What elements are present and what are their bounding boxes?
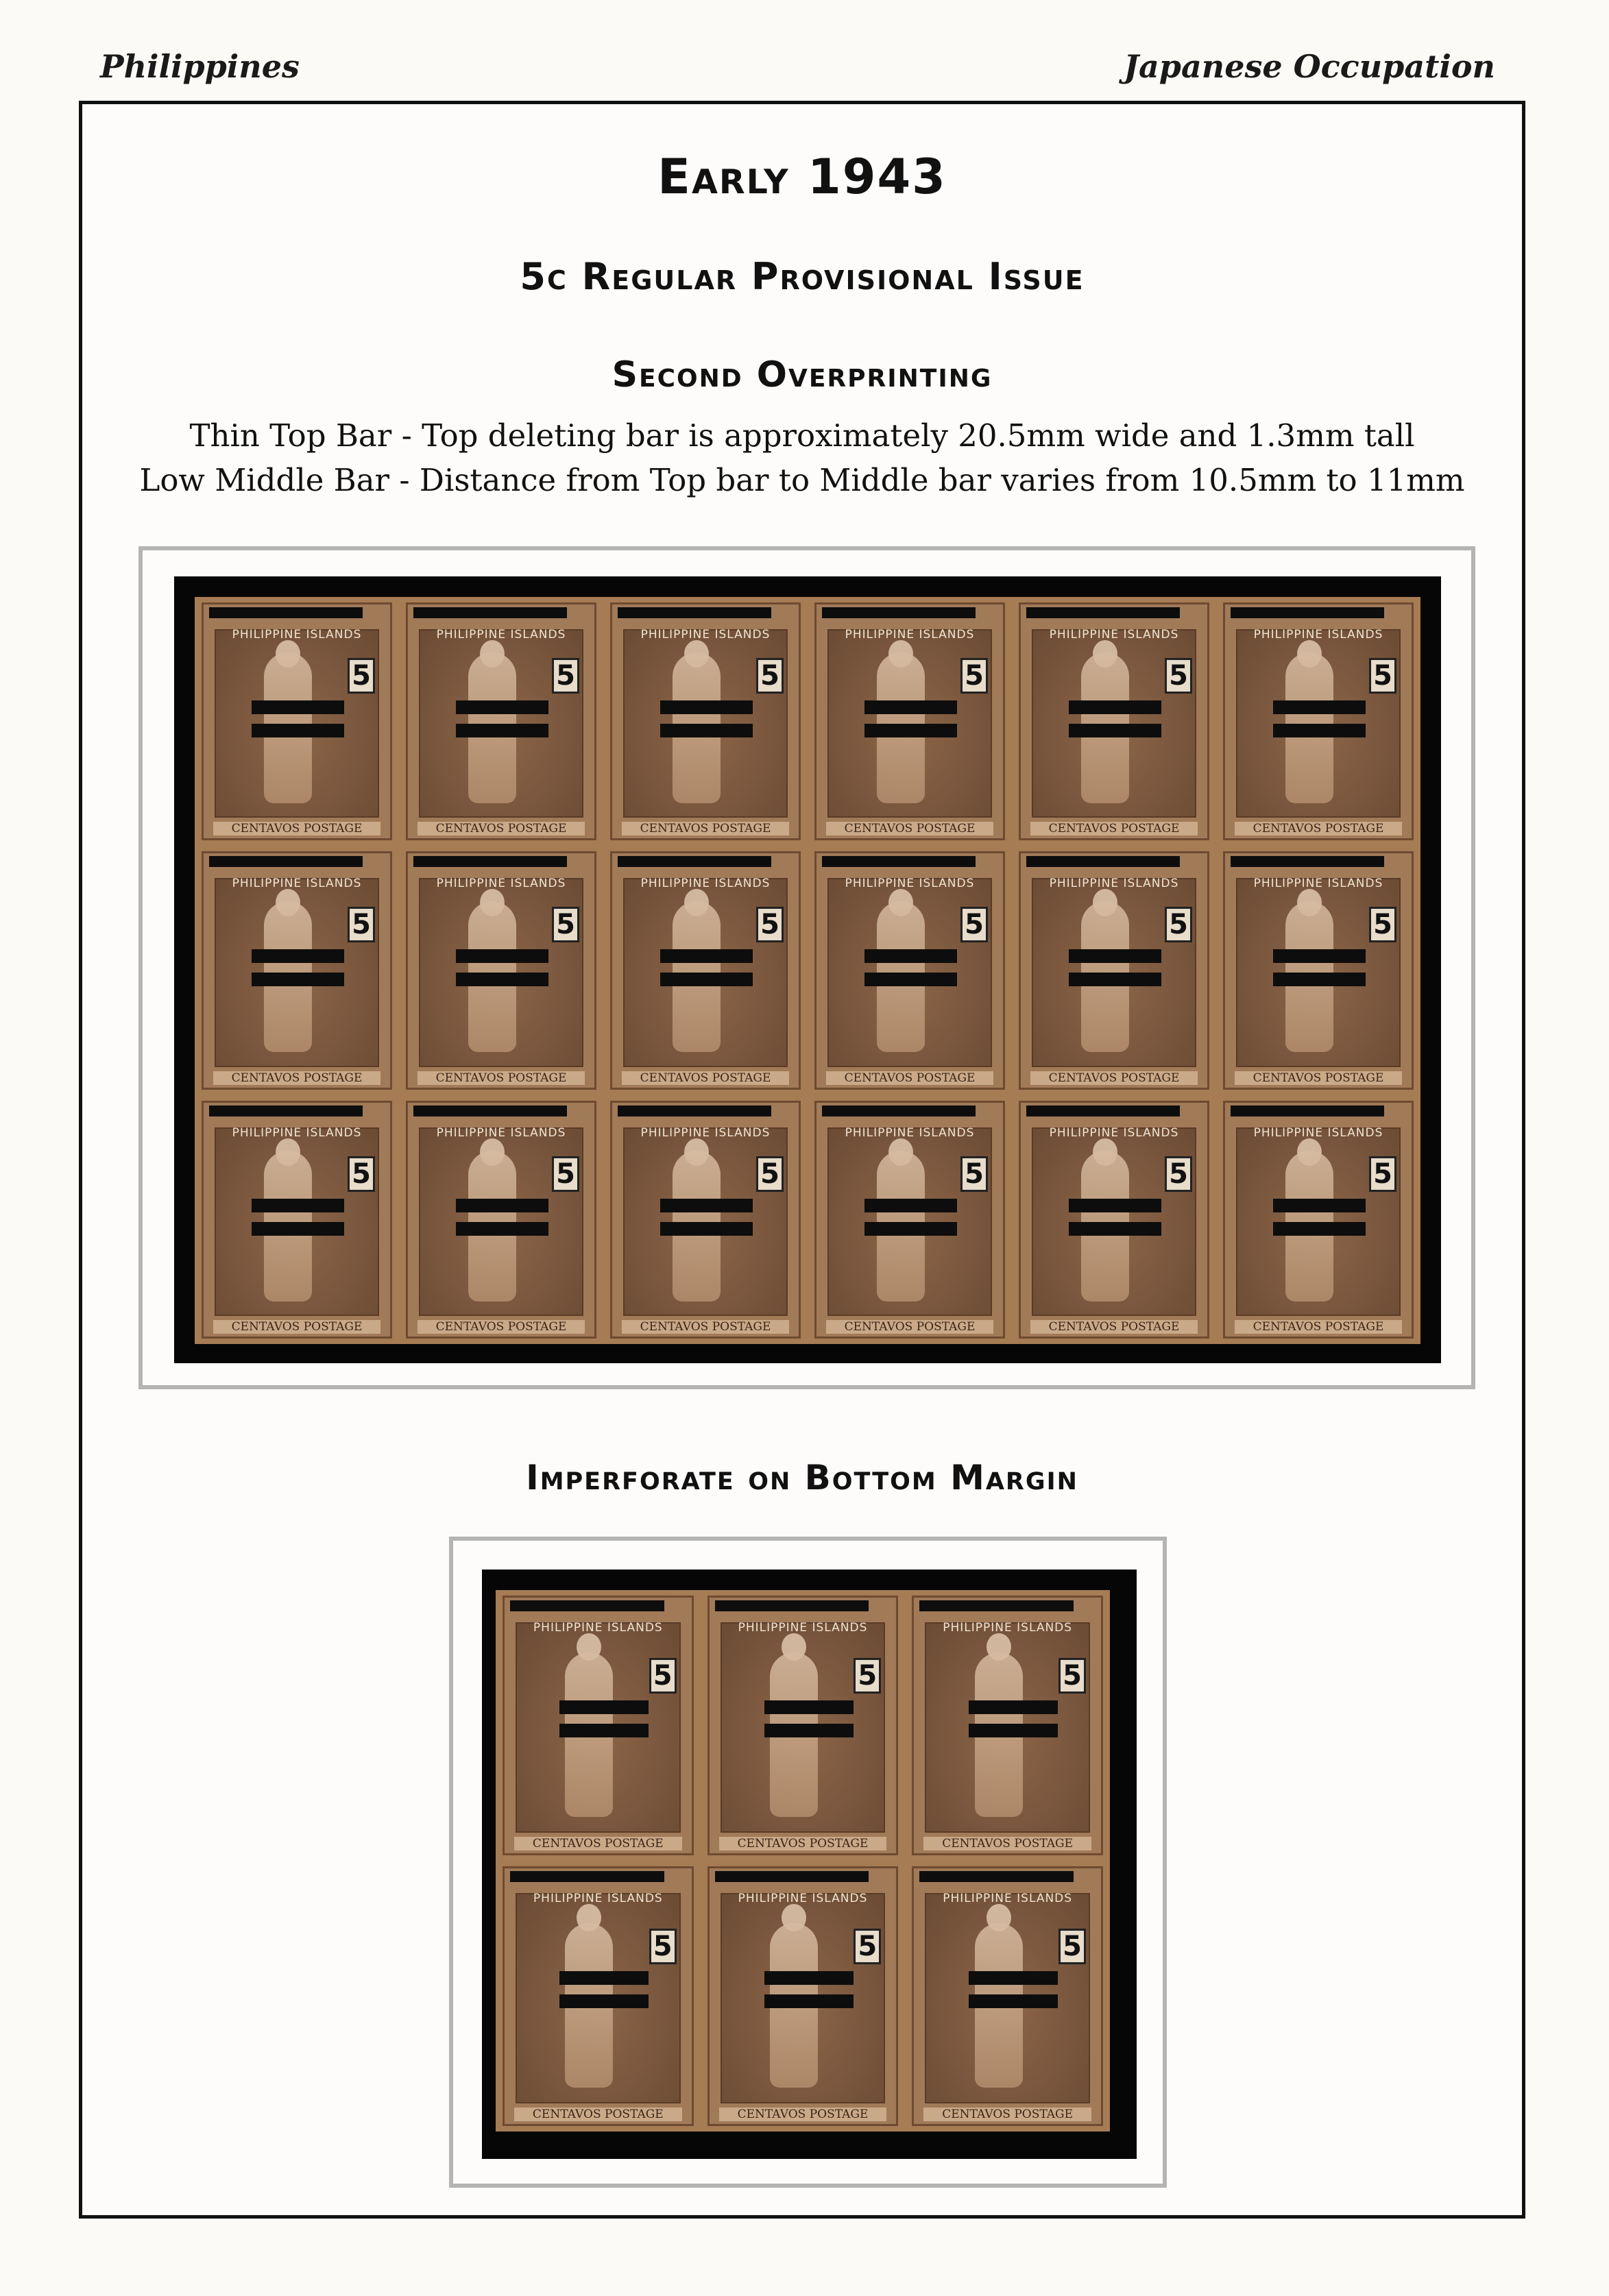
overprint-top-bar: [510, 1871, 664, 1882]
overprint-top-bar: [1026, 607, 1180, 618]
overprint-middle-bar: [1273, 949, 1366, 963]
stamp: [912, 1596, 1103, 1855]
overprint-middle-bar: [252, 1199, 344, 1212]
overprint-middle-bar: [764, 1971, 854, 1985]
stamp-perforation: [1229, 1088, 1407, 1090]
overprint-top-bar: [919, 1871, 1074, 1882]
overprint-lower-bar: [1069, 973, 1161, 986]
stamp-country-label: PHILIPPINE ISLANDS: [436, 877, 566, 891]
overprint-middle-bar: [252, 700, 344, 714]
overprint-lower-bar: [1069, 1222, 1161, 1236]
overprint-middle-bar: [252, 949, 344, 963]
stamp-value: 5: [756, 658, 784, 694]
stamp-block-18-mount: [138, 546, 1475, 1389]
stamp-perforation: [509, 1854, 688, 1855]
overprint-top-bar: [1026, 1106, 1180, 1116]
stamp-value: 5: [756, 1156, 784, 1192]
stamp-mount-black: [482, 1570, 1137, 2159]
overprint-lower-bar: [864, 973, 957, 986]
stamp: [1223, 851, 1414, 1089]
stamp-country-label: PHILIPPINE ISLANDS: [533, 1892, 663, 1905]
stamp-perforation: [1229, 1337, 1407, 1339]
overprint-middle-bar: [1273, 700, 1366, 714]
overprint-lower-bar: [660, 1222, 753, 1236]
stamp-caption: CENTAVOS POSTAGE: [923, 2108, 1091, 2121]
overprint-lower-bar: [1273, 724, 1366, 737]
stamp-caption: CENTAVOS POSTAGE: [514, 2108, 682, 2121]
overprint-lower-bar: [456, 1222, 548, 1236]
overprint-top-bar: [1026, 856, 1180, 867]
overprint-top-bar: [510, 1600, 664, 1611]
stamp-country-label: PHILIPPINE ISLANDS: [436, 1125, 566, 1140]
stamp-caption: CENTAVOS POSTAGE: [622, 1320, 789, 1334]
stamp-caption: CENTAVOS POSTAGE: [1235, 1320, 1402, 1334]
stamp: [814, 602, 1005, 840]
stamp-value: 5: [854, 1929, 881, 1964]
overprint-middle-bar: [660, 949, 753, 963]
stamp: [202, 851, 392, 1089]
stamp-country-label: PHILIPPINE ISLANDS: [1253, 628, 1383, 642]
stamp-country-label: PHILIPPINE ISLANDS: [943, 1621, 1073, 1635]
page-title: Early 1943: [657, 149, 947, 205]
overprint-lower-bar: [1273, 973, 1366, 986]
stamp-country-label: PHILIPPINE ISLANDS: [232, 628, 362, 642]
stamp-value: 5: [1369, 907, 1396, 942]
stamp-value: 5: [1058, 1929, 1086, 1964]
stamp-block-6-mount: [449, 1537, 1167, 2188]
stamp-value: 5: [854, 1658, 881, 1694]
stamp-country-label: PHILIPPINE ISLANDS: [1253, 877, 1383, 891]
overprint-top-bar: [1231, 607, 1384, 618]
stamp-caption: CENTAVOS POSTAGE: [622, 1071, 789, 1085]
stamp-value: 5: [1165, 907, 1192, 942]
overprint-top-bar: [209, 607, 363, 618]
section-heading-imperforate: Imperforate on Bottom Margin: [526, 1458, 1078, 1498]
stamp-country-label: PHILIPPINE ISLANDS: [1253, 1125, 1383, 1140]
stamp-value: 5: [960, 1156, 988, 1192]
stamp-country-label: PHILIPPINE ISLANDS: [232, 1125, 362, 1140]
description-line-2: Low Middle Bar - Distance from Top bar to Middle bar varies from 10.5mm to 11mm: [139, 462, 1465, 498]
stamp-perforation: [616, 1337, 795, 1339]
stamp-perforation: [509, 2125, 688, 2126]
stamp: [1019, 1101, 1209, 1339]
stamp-country-label: PHILIPPINE ISLANDS: [1049, 628, 1179, 642]
overprint-middle-bar: [864, 1199, 957, 1212]
overprint-top-bar: [413, 1106, 567, 1116]
overprint-middle-bar: [1069, 1199, 1161, 1212]
overprint-middle-bar: [660, 700, 753, 714]
stamp-caption: CENTAVOS POSTAGE: [719, 1837, 887, 1851]
overprint-middle-bar: [1069, 949, 1161, 963]
stamp: [503, 1596, 694, 1855]
overprint-top-bar: [919, 1600, 1074, 1611]
overprint-lower-bar: [864, 724, 957, 737]
stamp-country-label: PHILIPPINE ISLANDS: [943, 1892, 1073, 1905]
stamp-country-label: PHILIPPINE ISLANDS: [640, 628, 771, 642]
stamp-country-label: PHILIPPINE ISLANDS: [738, 1892, 868, 1905]
overprint-top-bar: [618, 856, 771, 867]
overprint-lower-bar: [764, 1724, 854, 1737]
stamp: [912, 1866, 1103, 2126]
overprint-middle-bar: [764, 1700, 854, 1714]
stamp-country-label: PHILIPPINE ISLANDS: [845, 628, 975, 642]
stamp-perforation: [412, 1337, 590, 1339]
stamp-caption: CENTAVOS POSTAGE: [1235, 822, 1402, 835]
overprint-lower-bar: [559, 1724, 649, 1737]
stamp-country-label: PHILIPPINE ISLANDS: [436, 628, 566, 642]
stamp-value: 5: [1165, 658, 1192, 694]
page-subtitle: 5c Regular Provisional Issue: [520, 255, 1085, 298]
stamp-perforation: [1025, 1088, 1203, 1090]
stamp-perforation: [714, 1854, 893, 1855]
stamp: [1019, 602, 1209, 840]
stamp-value: 5: [649, 1929, 677, 1964]
stamp-caption: CENTAVOS POSTAGE: [719, 2108, 887, 2121]
overprint-middle-bar: [456, 700, 548, 714]
stamp: [406, 851, 596, 1089]
stamp-perforation: [412, 839, 590, 840]
stamp-country-label: PHILIPPINE ISLANDS: [640, 1125, 771, 1140]
stamp-perforation: [714, 2125, 893, 2126]
stamp-caption: CENTAVOS POSTAGE: [213, 822, 380, 835]
overprint-top-bar: [413, 607, 567, 618]
stamp-caption: CENTAVOS POSTAGE: [622, 822, 789, 835]
stamp-caption: CENTAVOS POSTAGE: [418, 1071, 585, 1085]
overprint-top-bar: [715, 1871, 869, 1882]
stamp: [406, 602, 596, 840]
stamp-caption: CENTAVOS POSTAGE: [418, 1320, 585, 1334]
stamp-value: 5: [1369, 658, 1396, 694]
overprint-lower-bar: [252, 724, 344, 737]
stamp-perforation: [821, 1337, 999, 1339]
stamp-value: 5: [1165, 1156, 1192, 1192]
stamp-mount-black: [174, 576, 1441, 1363]
stamp-caption: CENTAVOS POSTAGE: [1030, 1071, 1198, 1085]
overprint-top-bar: [1231, 856, 1384, 867]
stamp-perforation: [616, 839, 795, 840]
stamp: [610, 602, 801, 840]
overprint-top-bar: [822, 1106, 976, 1116]
stamp-value: 5: [1369, 1156, 1396, 1192]
overprint-top-bar: [1231, 1106, 1384, 1116]
overprint-lower-bar: [864, 1222, 957, 1236]
overprint-lower-bar: [969, 1994, 1058, 2008]
stamp-perforation: [208, 1337, 386, 1339]
stamp: [202, 1101, 392, 1339]
stamp-perforation: [918, 2125, 1097, 2126]
stamp: [1223, 602, 1414, 840]
stamp-perforation: [412, 1088, 590, 1090]
stamp-perforation: [616, 1088, 795, 1090]
stamp-country-label: PHILIPPINE ISLANDS: [640, 877, 771, 891]
stamp: [610, 851, 801, 1089]
overprint-top-bar: [209, 1106, 363, 1116]
stamp-caption: CENTAVOS POSTAGE: [1030, 1320, 1198, 1334]
stamp-caption: CENTAVOS POSTAGE: [826, 1071, 993, 1085]
stamp: [814, 1101, 1005, 1339]
overprint-top-bar: [618, 607, 771, 618]
stamp: [503, 1866, 694, 2126]
album-page-frame: [79, 101, 1525, 2219]
stamp: [1223, 1101, 1414, 1339]
overprint-lower-bar: [660, 724, 753, 737]
overprint-lower-bar: [559, 1994, 649, 2008]
stamp-perforation: [208, 839, 386, 840]
overprint-lower-bar: [1069, 724, 1161, 737]
stamp-sheet-block-of-6: [496, 1590, 1110, 2132]
header-country: Philippines: [100, 48, 300, 85]
stamp-value: 5: [552, 658, 579, 694]
stamp-value: 5: [649, 1658, 677, 1694]
overprint-middle-bar: [969, 1700, 1058, 1714]
stamp-value: 5: [552, 1156, 579, 1192]
stamp: [707, 1866, 899, 2126]
stamp-country-label: PHILIPPINE ISLANDS: [845, 1125, 975, 1140]
overprint-top-bar: [822, 607, 976, 618]
overprint-middle-bar: [456, 1199, 548, 1212]
stamp: [1019, 851, 1209, 1089]
overprint-middle-bar: [456, 949, 548, 963]
overprint-lower-bar: [660, 973, 753, 986]
stamp-perforation: [1229, 839, 1407, 840]
overprint-lower-bar: [252, 1222, 344, 1236]
overprint-middle-bar: [660, 1199, 753, 1212]
overprint-top-bar: [209, 856, 363, 867]
overprint-top-bar: [413, 856, 567, 867]
stamp-caption: CENTAVOS POSTAGE: [923, 1837, 1091, 1851]
stamp-perforation: [208, 1088, 386, 1090]
stamp-value: 5: [960, 907, 988, 942]
overprint-lower-bar: [764, 1994, 854, 2008]
stamp-caption: CENTAVOS POSTAGE: [213, 1320, 380, 1334]
stamp-value: 5: [348, 658, 375, 694]
stamp-value: 5: [756, 907, 784, 942]
stamp-perforation: [918, 1854, 1097, 1855]
overprint-middle-bar: [1069, 700, 1161, 714]
overprint-lower-bar: [252, 973, 344, 986]
overprint-middle-bar: [1273, 1199, 1366, 1212]
stamp-country-label: PHILIPPINE ISLANDS: [1049, 877, 1179, 891]
overprint-middle-bar: [864, 700, 957, 714]
stamp-caption: CENTAVOS POSTAGE: [1235, 1071, 1402, 1085]
stamp-value: 5: [552, 907, 579, 942]
overprint-top-bar: [618, 1106, 771, 1116]
overprint-middle-bar: [559, 1700, 649, 1714]
overprint-top-bar: [715, 1600, 869, 1611]
stamp-country-label: PHILIPPINE ISLANDS: [845, 877, 975, 891]
stamp-perforation: [1025, 1337, 1203, 1339]
stamp-perforation: [821, 1088, 999, 1090]
stamp-caption: CENTAVOS POSTAGE: [418, 822, 585, 835]
overprint-lower-bar: [456, 724, 548, 737]
stamp-perforation: [1025, 839, 1203, 840]
stamp-caption: CENTAVOS POSTAGE: [826, 822, 993, 835]
overprint-lower-bar: [456, 973, 548, 986]
stamp-value: 5: [960, 658, 988, 694]
header-collection: Japanese Occupation: [1124, 48, 1495, 85]
overprint-middle-bar: [864, 949, 957, 963]
stamp-caption: CENTAVOS POSTAGE: [1030, 822, 1198, 835]
stamp-caption: CENTAVOS POSTAGE: [213, 1071, 380, 1085]
stamp-value: 5: [348, 907, 375, 942]
overprint-lower-bar: [1273, 1222, 1366, 1236]
stamp: [406, 1101, 596, 1339]
stamp-sheet-block-of-18: [195, 597, 1420, 1344]
stamp-perforation: [821, 839, 999, 840]
stamp-value: 5: [1058, 1658, 1086, 1694]
overprint-middle-bar: [969, 1971, 1058, 1985]
stamp: [202, 602, 392, 840]
stamp-caption: CENTAVOS POSTAGE: [514, 1837, 682, 1851]
stamp: [814, 851, 1005, 1089]
stamp: [707, 1596, 899, 1855]
stamp-country-label: PHILIPPINE ISLANDS: [232, 877, 362, 891]
description-line-1: Thin Top Bar - Top deleting bar is approximately 20.5mm wide and 1.3mm tall: [189, 417, 1415, 454]
overprint-middle-bar: [559, 1971, 649, 1985]
stamp-value: 5: [348, 1156, 375, 1192]
stamp-caption: CENTAVOS POSTAGE: [826, 1320, 993, 1334]
stamp-country-label: PHILIPPINE ISLANDS: [1049, 1125, 1179, 1140]
stamp-country-label: PHILIPPINE ISLANDS: [533, 1621, 663, 1635]
overprint-lower-bar: [969, 1724, 1058, 1737]
section-heading-second-overprinting: Second Overprinting: [612, 354, 993, 395]
overprint-top-bar: [822, 856, 976, 867]
stamp-country-label: PHILIPPINE ISLANDS: [738, 1621, 868, 1635]
stamp: [610, 1101, 801, 1339]
